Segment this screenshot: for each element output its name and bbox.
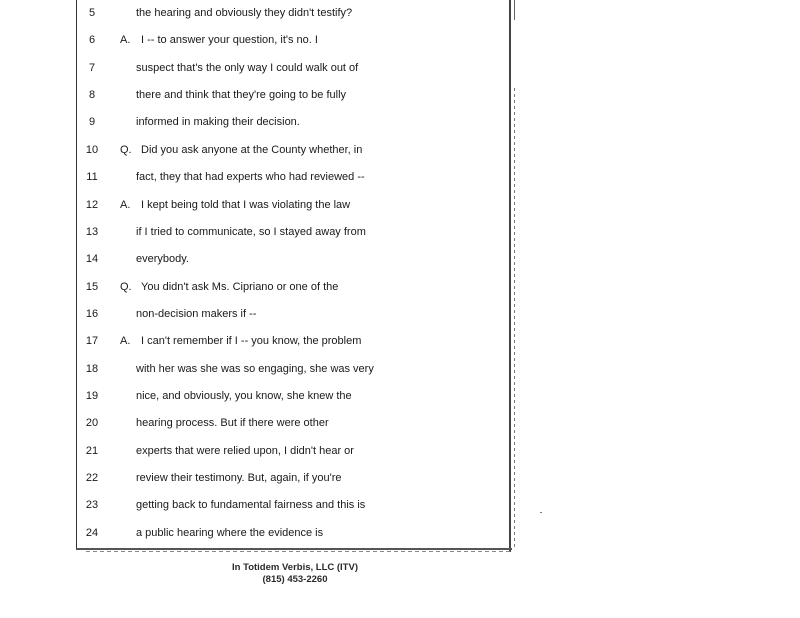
transcript-line (0, 277, 510, 297)
speaker-marker: Q. (120, 143, 132, 156)
speaker-marker: A. (120, 198, 131, 211)
line-number: 20 (85, 417, 99, 430)
line-number: 7 (88, 61, 96, 74)
line-number: 22 (85, 472, 99, 484)
line-number: 9 (88, 116, 96, 129)
line-text: non-decision makers if -- (136, 307, 257, 320)
transcript-line (0, 495, 510, 515)
line-text: fact, they that had experts who had reviewed -- (136, 171, 365, 184)
transcript-line (0, 386, 510, 406)
line-number: 10 (85, 143, 99, 156)
transcript-line (0, 413, 510, 433)
transcript-line (0, 331, 510, 351)
footer-company: In Totidem Verbis, LLC (ITV) (232, 562, 358, 573)
line-text: I can't remember if I -- you know, the problem (141, 335, 362, 348)
speaker-marker: A. (120, 34, 131, 47)
bottom-border-scan-shadow (86, 551, 512, 552)
line-text: Did you ask anyone at the County whether, in (141, 143, 363, 156)
line-number: 6 (88, 34, 96, 47)
right-margin-scan-shadow (514, 88, 515, 550)
line-number: 18 (85, 362, 99, 375)
line-number: 17 (85, 335, 99, 348)
transcript-line (0, 195, 510, 215)
transcript-line (0, 222, 510, 242)
bottom-border-rule (76, 548, 512, 550)
line-number: 19 (85, 389, 99, 402)
line-text: getting back to fundamental fairness and this is (136, 499, 366, 512)
line-number: 11 (86, 171, 98, 184)
line-number: 23 (85, 499, 99, 512)
transcript-line (0, 112, 510, 132)
line-text: a public hearing where the evidence is (136, 526, 324, 539)
transcript-line (0, 249, 510, 269)
transcript-line (0, 58, 510, 78)
transcript-line (0, 304, 510, 324)
line-number: 12 (85, 198, 99, 211)
transcript-line (0, 359, 510, 379)
line-text: I -- to answer your question, it's no. I (141, 34, 318, 47)
transcript-line (0, 441, 510, 461)
speaker-marker: A. (120, 335, 131, 348)
line-number: 13 (85, 225, 99, 238)
footer-phone: (815) 453-2260 (262, 574, 328, 585)
line-text: I kept being told that I was violating the law (141, 198, 351, 211)
transcript-line (0, 140, 510, 160)
line-text: You didn't ask Ms. Cipriano or one of the (141, 280, 339, 293)
left-margin-rule (76, 0, 77, 548)
line-text: there and think that they're going to be fully (136, 89, 347, 102)
line-text: everybody. (136, 253, 189, 266)
transcript-line (0, 523, 510, 543)
line-text: nice, and obviously, you know, she knew the (136, 389, 352, 402)
line-text: hearing process. But if there were other (136, 417, 329, 430)
transcript-line (0, 468, 510, 488)
line-number: 24 (85, 526, 99, 539)
transcript-line (0, 30, 510, 50)
transcript-line (0, 3, 510, 23)
speaker-marker: Q. (120, 280, 132, 293)
scan-speck (540, 512, 542, 513)
line-number: 14 (85, 253, 99, 266)
line-text: suspect that's the only way I could walk out of (136, 61, 359, 74)
right-margin-rule-top-mark (514, 0, 515, 20)
line-text: if I tried to communicate, so I stayed away from (136, 225, 366, 238)
line-number: 16 (85, 307, 99, 320)
line-text: review their testimony. But, again, if you're (136, 472, 342, 484)
transcript-line (0, 167, 510, 187)
line-number: 5 (88, 7, 96, 19)
line-number: 21 (85, 444, 99, 457)
line-text: the hearing and obviously they didn't testify? (136, 7, 353, 19)
line-text: with her was she was so engaging, she was very (136, 362, 374, 375)
line-text: experts that were relied upon, I didn't hear or (136, 444, 354, 457)
line-number: 8 (88, 89, 96, 102)
transcript-line (0, 85, 510, 105)
line-text: informed in making their decision. (136, 116, 300, 129)
line-number: 15 (85, 280, 99, 293)
